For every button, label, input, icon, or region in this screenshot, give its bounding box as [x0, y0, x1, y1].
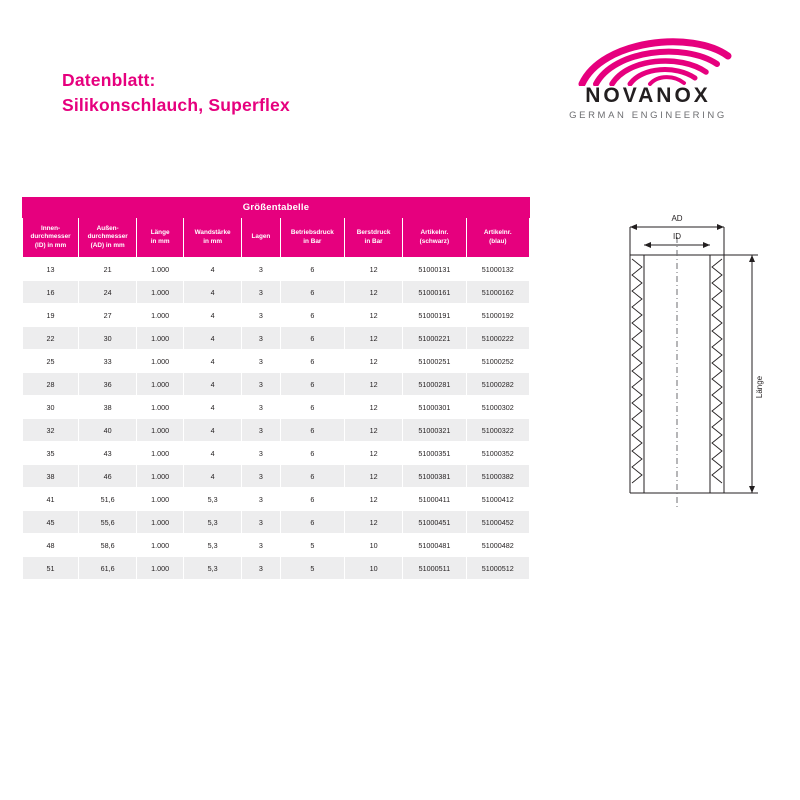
table-cell: 3	[242, 511, 280, 534]
table-cell: 1.000	[137, 557, 184, 580]
table-cell: 51000221	[403, 327, 466, 350]
table-cell: 43	[79, 442, 137, 465]
table-cell: 51000481	[403, 534, 466, 557]
table-cell: 4	[184, 258, 242, 281]
table-cell: 4	[184, 465, 242, 488]
table-cell: 55,6	[79, 511, 137, 534]
table-cell: 6	[280, 258, 344, 281]
table-cell: 1.000	[137, 465, 184, 488]
table-cell: 3	[242, 488, 280, 511]
table-cell: 12	[345, 281, 403, 304]
table-cell: 51000132	[466, 258, 529, 281]
table-cell: 1.000	[137, 488, 184, 511]
table-cell: 3	[242, 557, 280, 580]
table-cell: 51000511	[403, 557, 466, 580]
table-row	[23, 373, 530, 396]
table-cell: 4	[184, 281, 242, 304]
table-cell: 35	[23, 442, 79, 465]
table-cell: 3	[242, 419, 280, 442]
table-cell: 6	[280, 373, 344, 396]
brand-name: NOVANOX	[585, 84, 711, 107]
table-cell: 5,3	[184, 511, 242, 534]
table-cell: 19	[23, 304, 79, 327]
brand-logo	[548, 30, 748, 140]
size-table	[22, 197, 530, 580]
table-cell: 1.000	[137, 304, 184, 327]
table-cell: 1.000	[137, 396, 184, 419]
table-cell: 10	[345, 557, 403, 580]
table-cell: 38	[79, 396, 137, 419]
table-cell: 51000322	[466, 419, 529, 442]
table-column-header-2: Außen- durchmesser (AD) in mm	[79, 218, 137, 258]
table-cell: 5,3	[184, 534, 242, 557]
table-cell: 1.000	[137, 327, 184, 350]
table-cell: 3	[242, 442, 280, 465]
table-cell: 5,3	[184, 488, 242, 511]
table-column-header-6: Betriebsdruck in Bar	[280, 218, 344, 258]
page-title	[62, 68, 290, 118]
table-cell: 30	[79, 327, 137, 350]
table-column-header-9: Artikelnr. (blau)	[466, 218, 529, 258]
table-cell: 24	[79, 281, 137, 304]
table-cell: 51000252	[466, 350, 529, 373]
table-cell: 22	[23, 327, 79, 350]
table-cell: 21	[79, 258, 137, 281]
table-cell: 1.000	[137, 350, 184, 373]
table-cell: 51000191	[403, 304, 466, 327]
table-cell: 51000281	[403, 373, 466, 396]
table-cell: 3	[242, 373, 280, 396]
table-row	[23, 534, 530, 557]
table-row	[23, 557, 530, 580]
table-cell: 51000482	[466, 534, 529, 557]
brand-tagline: GERMAN ENGINEERING	[569, 110, 727, 121]
table-cell: 6	[280, 304, 344, 327]
table-cell: 12	[345, 511, 403, 534]
table-cell: 51000411	[403, 488, 466, 511]
table-cell: 1.000	[137, 511, 184, 534]
table-column-header-4: Wandstärke in mm	[184, 218, 242, 258]
table-cell: 6	[280, 327, 344, 350]
table-row	[23, 511, 530, 534]
table-cell: 13	[23, 258, 79, 281]
table-cell: 12	[345, 396, 403, 419]
table-cell: 10	[345, 534, 403, 557]
table-row	[23, 281, 530, 304]
table-row	[23, 465, 530, 488]
table-cell: 33	[79, 350, 137, 373]
table-cell: 4	[184, 350, 242, 373]
table-cell: 12	[345, 304, 403, 327]
table-row	[23, 304, 530, 327]
table-header-row	[23, 218, 530, 258]
table-cell: 6	[280, 488, 344, 511]
table-cell: 51,6	[79, 488, 137, 511]
table-cell: 51000382	[466, 465, 529, 488]
table-cell: 3	[242, 258, 280, 281]
table-cell: 6	[280, 465, 344, 488]
table-cell: 6	[280, 419, 344, 442]
table-cell: 38	[23, 465, 79, 488]
table-cell: 51000282	[466, 373, 529, 396]
table-cell: 12	[345, 258, 403, 281]
table-column-header-1: Innen- durchmesser (ID) in mm	[23, 218, 79, 258]
table-cell: 3	[242, 281, 280, 304]
hose-drawing	[592, 197, 774, 537]
table-cell: 51000302	[466, 396, 529, 419]
table-cell: 51000192	[466, 304, 529, 327]
table-cell: 1.000	[137, 419, 184, 442]
table-cell: 51000412	[466, 488, 529, 511]
table-cell: 5	[280, 557, 344, 580]
page-header	[0, 30, 800, 150]
table-cell: 51000381	[403, 465, 466, 488]
table-row	[23, 442, 530, 465]
table-column-header-3: Länge in mm	[137, 218, 184, 258]
page-title-line1: Datenblatt:	[62, 70, 156, 90]
table-body	[23, 258, 530, 580]
table-column-header-5: Lagen	[242, 218, 280, 258]
table-cell: 4	[184, 373, 242, 396]
table-cell: 46	[79, 465, 137, 488]
drawing-label-length: Länge	[755, 375, 764, 399]
table-cell: 12	[345, 350, 403, 373]
table-cell: 51000352	[466, 442, 529, 465]
table-cell: 1.000	[137, 258, 184, 281]
table-cell: 27	[79, 304, 137, 327]
table-cell: 5,3	[184, 557, 242, 580]
table-cell: 1.000	[137, 442, 184, 465]
table-cell: 6	[280, 396, 344, 419]
table-cell: 1.000	[137, 534, 184, 557]
table-cell: 30	[23, 396, 79, 419]
table-cell: 51000351	[403, 442, 466, 465]
table-caption-row	[23, 198, 530, 218]
table-cell: 51000452	[466, 511, 529, 534]
table-cell: 5	[280, 534, 344, 557]
table-cell: 61,6	[79, 557, 137, 580]
table-cell: 3	[242, 304, 280, 327]
table-caption: Größentabelle	[23, 198, 530, 218]
table-cell: 4	[184, 419, 242, 442]
table-cell: 12	[345, 488, 403, 511]
table-cell: 51000162	[466, 281, 529, 304]
table-row	[23, 327, 530, 350]
table-cell: 51000251	[403, 350, 466, 373]
drawing-label-ad: AD	[671, 214, 683, 223]
table-cell: 4	[184, 442, 242, 465]
table-cell: 16	[23, 281, 79, 304]
table-cell: 3	[242, 396, 280, 419]
table-cell: 45	[23, 511, 79, 534]
size-table-container	[22, 197, 530, 580]
table-cell: 1.000	[137, 373, 184, 396]
table-cell: 51000321	[403, 419, 466, 442]
table-cell: 48	[23, 534, 79, 557]
table-cell: 1.000	[137, 281, 184, 304]
table-cell: 25	[23, 350, 79, 373]
table-cell: 40	[79, 419, 137, 442]
drawing-label-id: ID	[673, 232, 681, 241]
table-cell: 6	[280, 511, 344, 534]
table-cell: 4	[184, 327, 242, 350]
table-cell: 58,6	[79, 534, 137, 557]
table-cell: 41	[23, 488, 79, 511]
table-cell: 51000131	[403, 258, 466, 281]
table-cell: 3	[242, 327, 280, 350]
table-cell: 12	[345, 373, 403, 396]
table-cell: 6	[280, 281, 344, 304]
table-cell: 51000512	[466, 557, 529, 580]
table-cell: 12	[345, 465, 403, 488]
table-column-header-7: Berstdruck in Bar	[345, 218, 403, 258]
page-title-line2: Silikonschlauch, Superflex	[62, 95, 290, 115]
table-cell: 3	[242, 534, 280, 557]
table-cell: 3	[242, 350, 280, 373]
table-row	[23, 419, 530, 442]
table-cell: 36	[79, 373, 137, 396]
table-cell: 12	[345, 442, 403, 465]
table-row	[23, 350, 530, 373]
table-row	[23, 488, 530, 511]
table-cell: 51	[23, 557, 79, 580]
table-cell: 51000222	[466, 327, 529, 350]
table-cell: 12	[345, 327, 403, 350]
table-cell: 4	[184, 396, 242, 419]
table-cell: 32	[23, 419, 79, 442]
table-cell: 51000301	[403, 396, 466, 419]
table-cell: 6	[280, 442, 344, 465]
table-cell: 28	[23, 373, 79, 396]
table-row	[23, 258, 530, 281]
table-row	[23, 396, 530, 419]
table-cell: 6	[280, 350, 344, 373]
table-cell: 51000451	[403, 511, 466, 534]
novanox-arcs-logo-icon	[576, 34, 732, 86]
table-cell: 12	[345, 419, 403, 442]
table-cell: 51000161	[403, 281, 466, 304]
table-column-header-8: Artikelnr. (schwarz)	[403, 218, 466, 258]
table-cell: 4	[184, 304, 242, 327]
table-cell: 3	[242, 465, 280, 488]
